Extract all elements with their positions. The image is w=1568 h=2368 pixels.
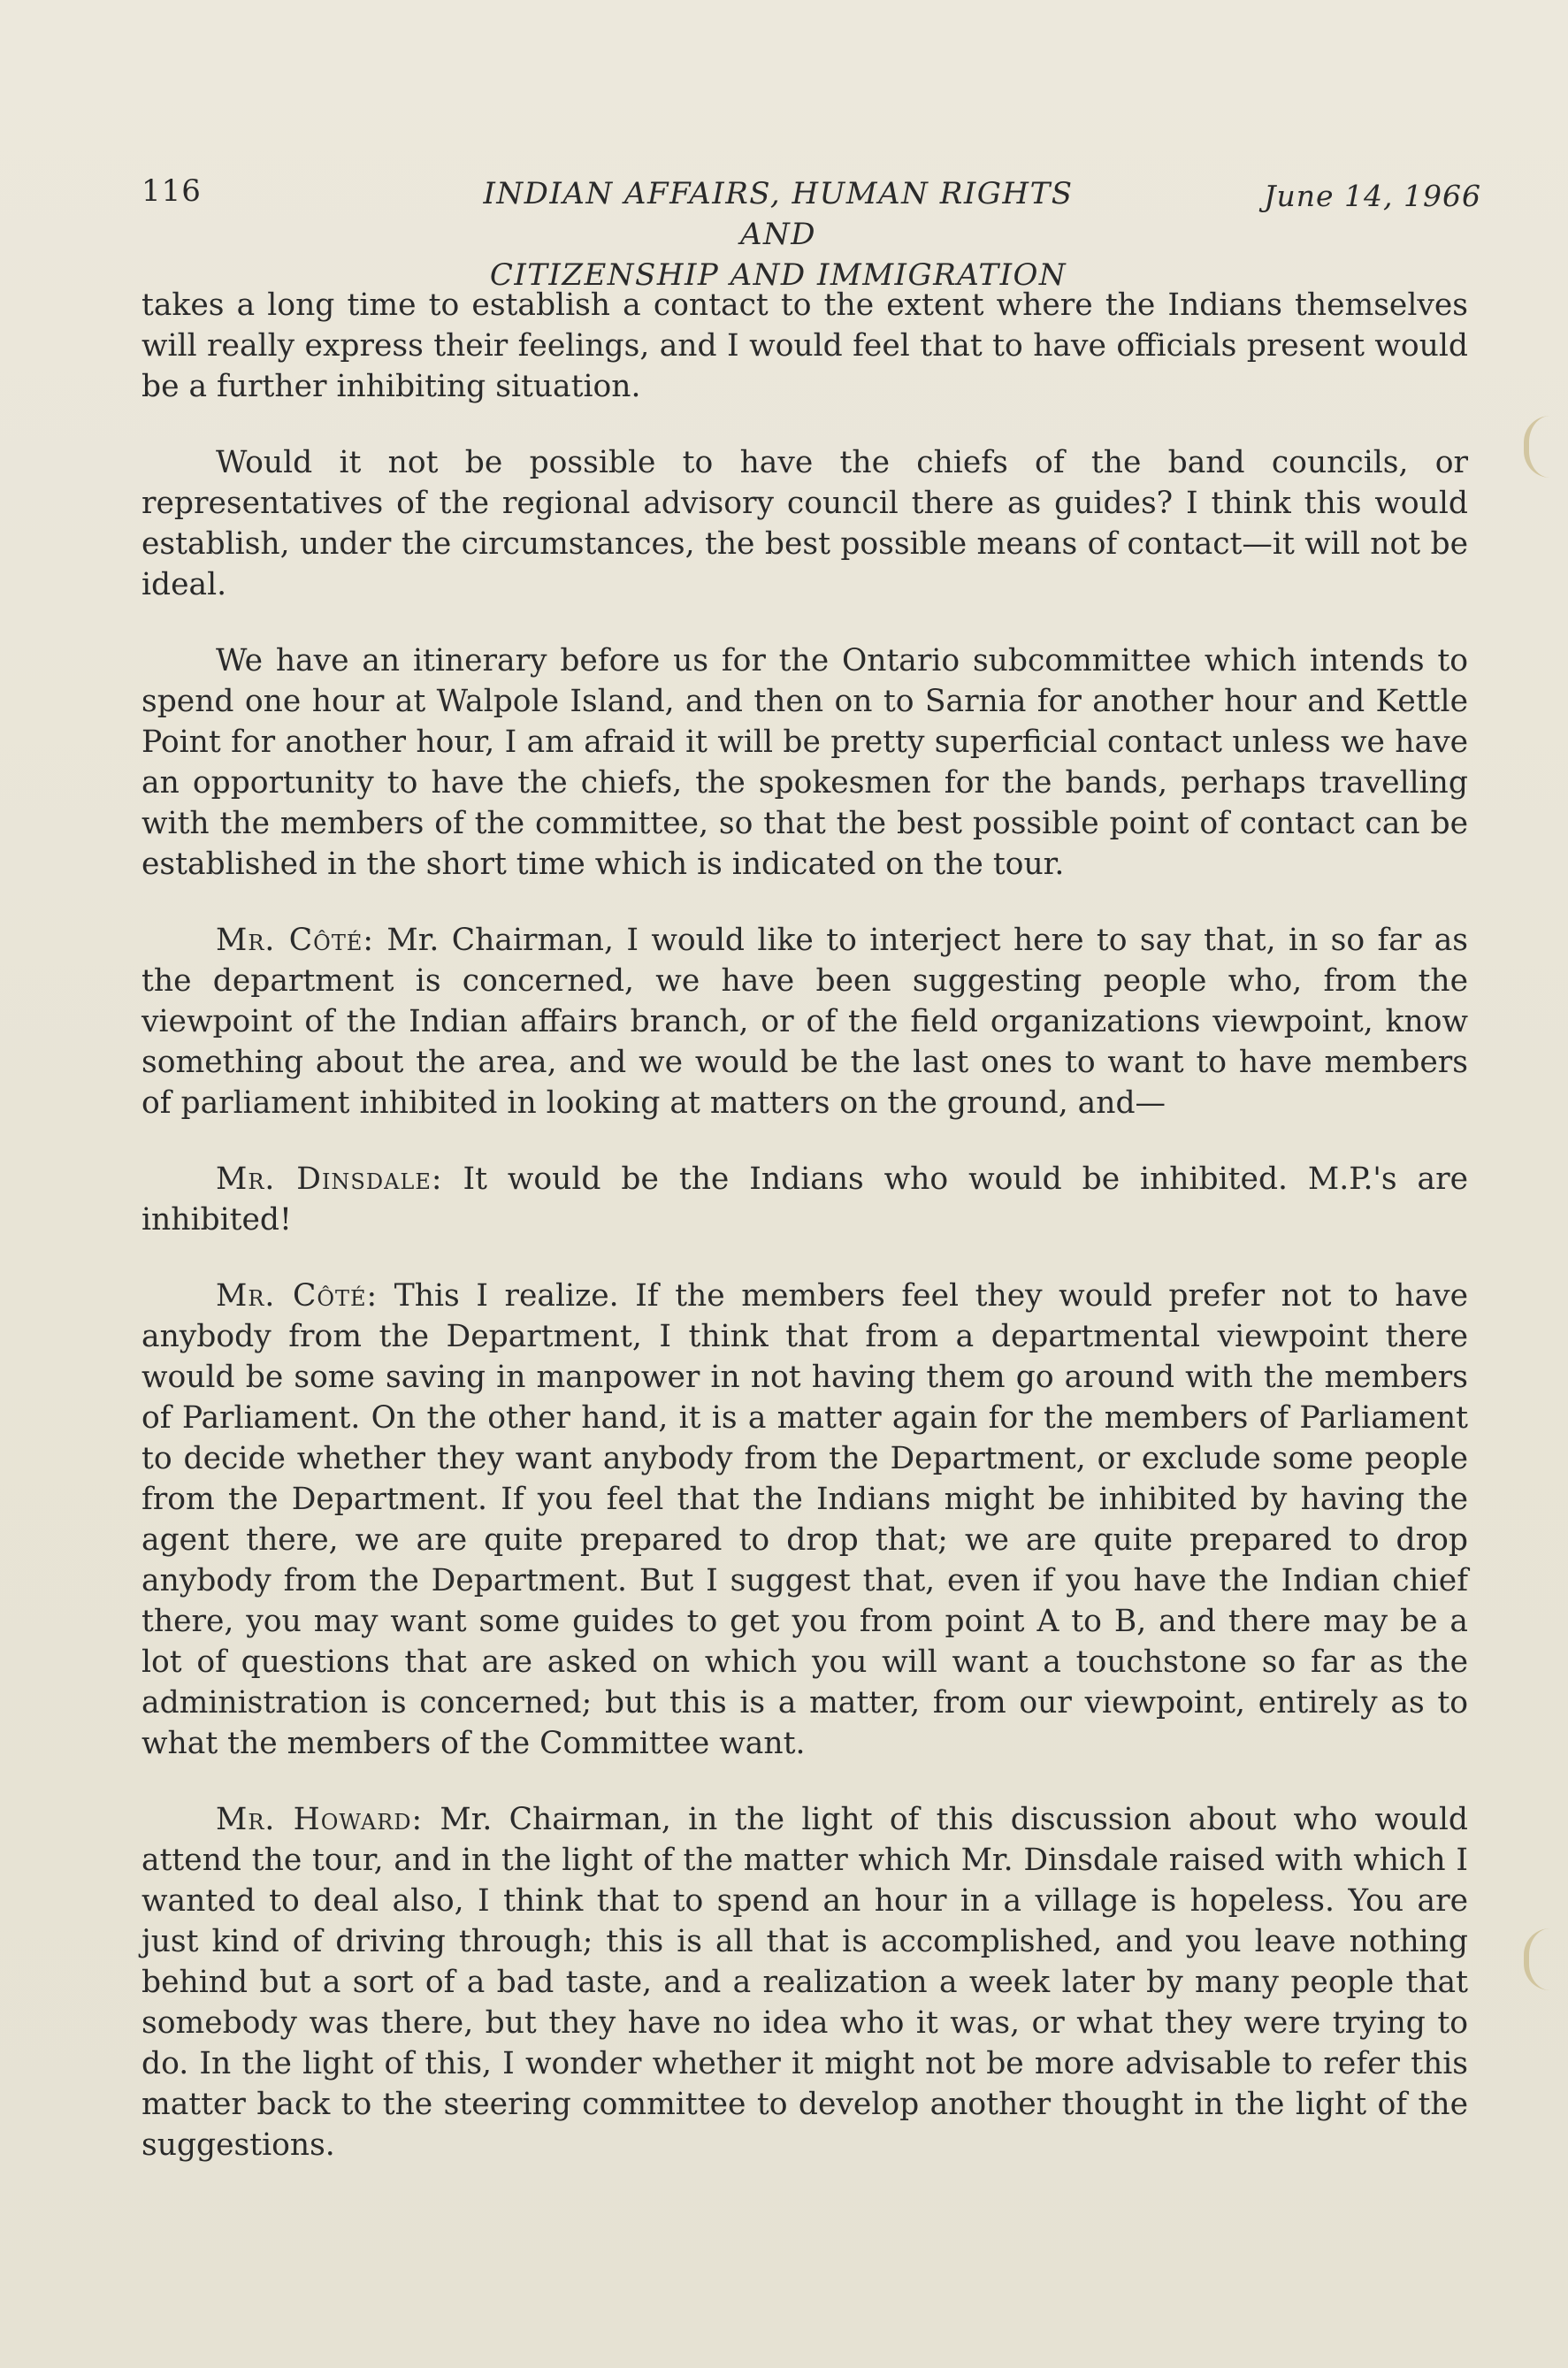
paragraph-text: It would be the Indians who would be inhibited. M.P.'s are inhibited! — [142, 1161, 1468, 1238]
paragraph-text: Mr. Chairman, in the light of this discussion about who would attend the tour, and in the light of the matter which Mr. Dinsdale raised with which I wanted to deal also, I think that to spend an hour in a village is hopeless. You are just kind of driving through; this is all that is accomplished, and you leave nothing behind but a sort of a bad taste, and a realization a week later by many people that somebody was there, but they have no idea who it was, or what they were trying to do. In the light of this, I wonder whether it might not be more advisable to refer this matter back to the steering committee to develop another thought in the light of the suggestions. — [142, 1802, 1468, 2163]
running-title-line-2: CITIZENSHIP AND IMMIGRATION — [489, 257, 1067, 293]
paragraph — [142, 920, 1468, 1123]
paragraph — [142, 1159, 1468, 1240]
binding-shadow-mark — [1524, 416, 1552, 478]
paragraph-text: This I realize. If the members feel they would prefer not to have anybody from the Department, I think that from a departmental viewpoint there would be some saving in manpower in not having them go around with the members of Parliament. On the other hand, it is a matter again for the members of Parliament to decide whether they want anybody from the Department, or exclude some people from the Department. If you feel that the Indians might be inhibited by having the agent there, we are quite prepared to drop that; we are quite prepared to drop anybody from the Department. But I suggest that, even if you have the Indian chief there, you may want some guides to get you from point A to B, and there may be a lot of questions that are asked on which you will want a touchstone so far as the administration is concerned; but this is a matter, from our viewpoint, entirely as to what the members of the Committee want. — [142, 1278, 1468, 1761]
paragraph-text: Would it not be possible to have the chiefs of the band councils, or representatives of the regional advisory council there as guides? I think this would establish, under the circumstances, the best possible means of contact—it will not be ideal. — [142, 445, 1468, 602]
page-number: 116 — [142, 173, 202, 209]
speaker-name: Mr. Côté: — [216, 1278, 379, 1314]
paragraph-text: takes a long time to establish a contact to the extent where the Indians themselves will really express their feelings, and I would feel that to have officials present would be a further inhibiting situation. — [142, 287, 1468, 404]
speaker-name: Mr. Howard: — [216, 1802, 424, 1837]
binding-shadow-mark — [1524, 1928, 1552, 1990]
paragraph — [142, 442, 1468, 605]
paragraph — [142, 285, 1468, 407]
paragraph — [142, 640, 1468, 885]
running-title — [460, 173, 1097, 295]
paragraph — [142, 1799, 1468, 2165]
page-header — [142, 173, 1481, 293]
body-text — [142, 285, 1468, 2201]
header-date: June 14, 1966 — [1264, 179, 1481, 213]
speaker-name: Mr. Côté: — [216, 923, 374, 958]
paragraph-text: Mr. Chairman, I would like to interject here to say that, in so far as the department is concerned, we have been suggesting people who, from the viewpoint of the Indian affairs branch, or of the field organizations viewpoint, know something about the area, and we would be the last ones to want to have members of parliament inhibited in looking at matters on the ground, and— — [142, 923, 1468, 1121]
speaker-name: Mr. Dinsdale: — [216, 1161, 443, 1197]
paragraph-text: We have an itinerary before us for the Ontario subcommittee which intends to spend one hour at Walpole Island, and then on to Sarnia for another hour and Kettle Point for another hour, I am afraid it will be pretty superficial contact unless we have an opportunity to have the chiefs, the spokesmen for the bands, perhaps travelling with the members of the committee, so that the best possible point of contact can be established in the short time which is indicated on the tour. — [142, 643, 1468, 882]
paragraph — [142, 1276, 1468, 1764]
running-title-line-1: INDIAN AFFAIRS, HUMAN RIGHTS AND — [483, 176, 1074, 252]
